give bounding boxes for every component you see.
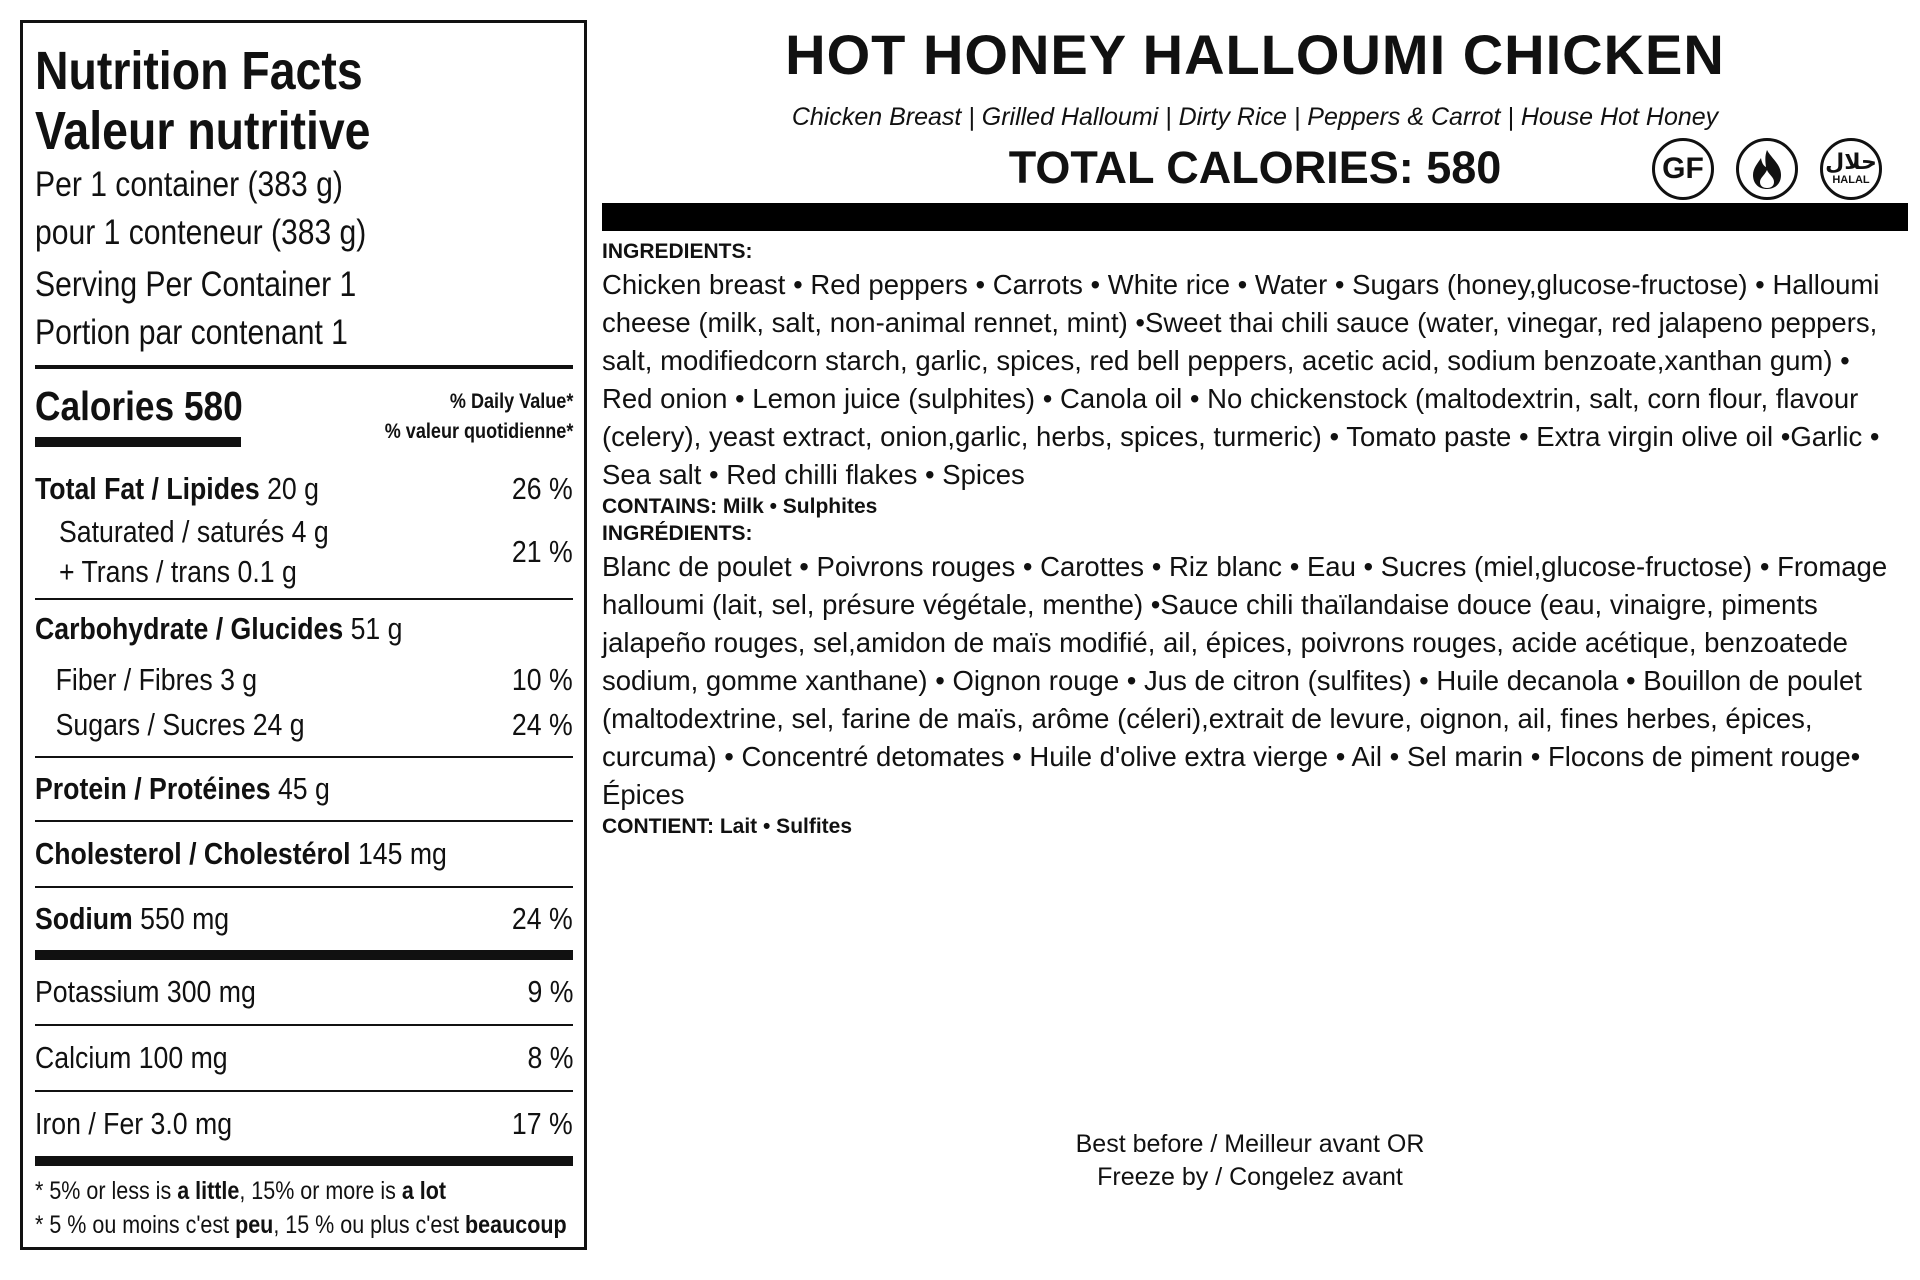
- sugars-row: [35, 702, 573, 748]
- footnote-fr-part: * 5 % ou moins c'est: [35, 1211, 236, 1239]
- nutrition-title-en: Nutrition Facts: [35, 41, 363, 101]
- sodium-amount: 550 mg: [140, 901, 230, 936]
- sat-trans-row: [35, 512, 573, 592]
- daily-value-fr: % valeur quotidienne*: [384, 420, 573, 443]
- footnote-en-little: a little: [177, 1177, 240, 1205]
- footnote-en-part: * 5% or less is: [35, 1177, 178, 1205]
- divider-thick: [35, 1156, 573, 1166]
- calcium-percent: 8 %: [527, 1040, 573, 1075]
- ingredients-label-en: INGREDIENTS:: [602, 240, 753, 263]
- calcium-label: Calcium 100 mg: [35, 1040, 228, 1075]
- best-before-line1: Best before / Meilleur avant OR: [1075, 1130, 1425, 1158]
- ingredients-label-fr: INGRÉDIENTS:: [602, 522, 753, 545]
- potassium-percent: 9 %: [527, 974, 573, 1009]
- contains-en: CONTAINS: Milk • Sulphites: [602, 495, 878, 518]
- gluten-free-text: GF: [1662, 152, 1704, 185]
- product-subtitle: Chicken Breast | Grilled Halloumi | Dirty Rice | Peppers & Carrot | House Hot Honey: [791, 103, 1719, 131]
- footnote-fr-peu: peu: [235, 1211, 274, 1239]
- sodium-row: [35, 888, 573, 950]
- calcium-row: [35, 1026, 573, 1090]
- halal-text: HALAL: [1832, 174, 1870, 186]
- divider-thick: [35, 950, 573, 960]
- contains-fr: CONTIENT: Lait • Sulfites: [602, 815, 853, 838]
- calories-bar: [35, 437, 241, 447]
- footnote-fr-beaucoup: beaucoup: [465, 1211, 567, 1239]
- calories-row: [35, 369, 573, 466]
- saturated-fat: Saturated / saturés 4 g: [59, 514, 329, 549]
- serving-size-fr: pour 1 conteneur (383 g): [35, 213, 367, 252]
- fat-row: [35, 466, 573, 512]
- potassium-label: Potassium 300 mg: [35, 974, 256, 1009]
- iron-row: [35, 1092, 573, 1156]
- servings-per-container-en: Serving Per Container 1: [35, 265, 357, 304]
- iron-label: Iron / Fer 3.0 mg: [35, 1106, 233, 1141]
- carb-amount: 51 g: [350, 611, 403, 646]
- fat-text: [35, 471, 319, 507]
- fat-label: Total Fat / Lipides: [35, 471, 260, 506]
- sugars-label: Sugars / Sucres 24 g: [55, 707, 305, 742]
- footnote: [35, 1174, 573, 1242]
- calories-label: Calories 580: [35, 383, 243, 429]
- ingredients-text-fr: Blanc de poulet • Poivrons rouges • Carottes • Riz blanc • Eau • Sucres (miel,glucose-fructose) • Fromage halloumi (lait, sel, présure végétale, menthe) •Sauce chili thaïlandaise douce (eau, vinaigre, piments jalapeño rouges, sel,amidon de maïs modifié, ail, épices, poivrons rouges, acide acétique, benzoatede sodium, gomme xanthane) • Oignon rouge • Jus de citron (sulfites) • Huile decanola • Bouillon de poulet (maltodextrine, sel, farine de maïs, arôme (céleri),extrait de levure, oignon, ail, fines herbes, épices, curcuma) • Concentré detomates • Huile d'olive extra vierge • Ail • Sel marin • Flocons de piment rouge• Épices: [602, 551, 1888, 810]
- trans-fat: + Trans / trans 0.1 g: [59, 554, 297, 589]
- flame-icon: [1736, 138, 1798, 200]
- fat-percent: 26 %: [512, 471, 573, 506]
- cholesterol-text: [35, 836, 447, 872]
- carb-text: [35, 611, 402, 647]
- sodium-percent: 24 %: [512, 901, 573, 936]
- footnote-en: [35, 1174, 498, 1208]
- potassium-row: [35, 960, 573, 1024]
- fiber-row: [35, 658, 573, 702]
- ingredients-section: [602, 238, 1902, 840]
- protein-amount: 45 g: [277, 771, 330, 806]
- gluten-free-icon: [1652, 138, 1714, 200]
- cholesterol-label: Cholesterol / Cholestérol: [35, 836, 351, 871]
- best-before: [960, 1128, 1540, 1194]
- sat-trans-group: [35, 512, 373, 592]
- carb-row: [35, 600, 573, 658]
- nutrition-facts-panel: [20, 20, 587, 1250]
- fat-amount: 20 g: [267, 471, 319, 506]
- cholesterol-amount: 145 mg: [357, 836, 447, 871]
- servings-per-container-fr: Portion par contenant 1: [35, 313, 348, 352]
- halal-icon: [1820, 138, 1882, 200]
- total-calories: TOTAL CALORIES: 580: [1008, 142, 1502, 193]
- sodium-label: Sodium: [35, 901, 133, 936]
- best-before-line2: Freeze by / Congelez avant: [1097, 1163, 1403, 1191]
- sodium-text: [35, 901, 229, 937]
- fiber-label: Fiber / Fibres 3 g: [55, 662, 258, 697]
- cholesterol-row: [35, 822, 573, 886]
- serving-size-en: Per 1 container (383 g): [35, 165, 343, 204]
- sat-trans-percent: 21 %: [512, 534, 573, 569]
- footnote-fr: [35, 1208, 567, 1242]
- daily-value-en: % Daily Value*: [449, 390, 573, 413]
- diet-badges: [1652, 138, 1882, 200]
- header-bar: [602, 203, 1908, 231]
- protein-text: [35, 771, 330, 807]
- protein-row: [35, 758, 573, 820]
- flame-icon-svg: [1749, 148, 1785, 190]
- sugars-percent: 24 %: [512, 707, 573, 742]
- product-title: HOT HONEY HALLOUMI CHICKEN: [785, 23, 1725, 86]
- carb-label: Carbohydrate / Glucides: [35, 611, 344, 646]
- footnote-en-part: , 15% or more is: [239, 1177, 402, 1205]
- halal-arabic-glyph: حلال: [1825, 150, 1877, 175]
- protein-label: Protein / Protéines: [35, 771, 271, 806]
- daily-value-header: [354, 387, 573, 447]
- footnote-fr-part: , 15 % ou plus c'est: [273, 1211, 466, 1239]
- ingredients-text-en: Chicken breast • Red peppers • Carrots • White rice • Water • Sugars (honey,glucose-fructose) • Halloumi cheese (milk, salt, non-animal rennet, mint) •Sweet thai chili sauce (water, vinegar, red jalapeno peppers, salt, modifiedcorn starch, garlic, spices, red bell peppers, acetic acid, sodium benzoate,xanthan gum) • Red onion • Lemon juice (sulphites) • Canola oil • No chickenstock (maltodextrin, salt, corn flour, flavour (celery), yeast extract, onion,garlic, herbs, spices, turmeric) • Tomato paste • Extra virgin olive oil •Garlic • Sea salt • Red chilli flakes • Spices: [602, 269, 1880, 490]
- iron-percent: 17 %: [512, 1106, 573, 1141]
- fiber-percent: 10 %: [512, 662, 573, 697]
- nutrition-title-fr: Valeur nutritive: [35, 101, 371, 161]
- footnote-en-lot: a lot: [401, 1177, 447, 1205]
